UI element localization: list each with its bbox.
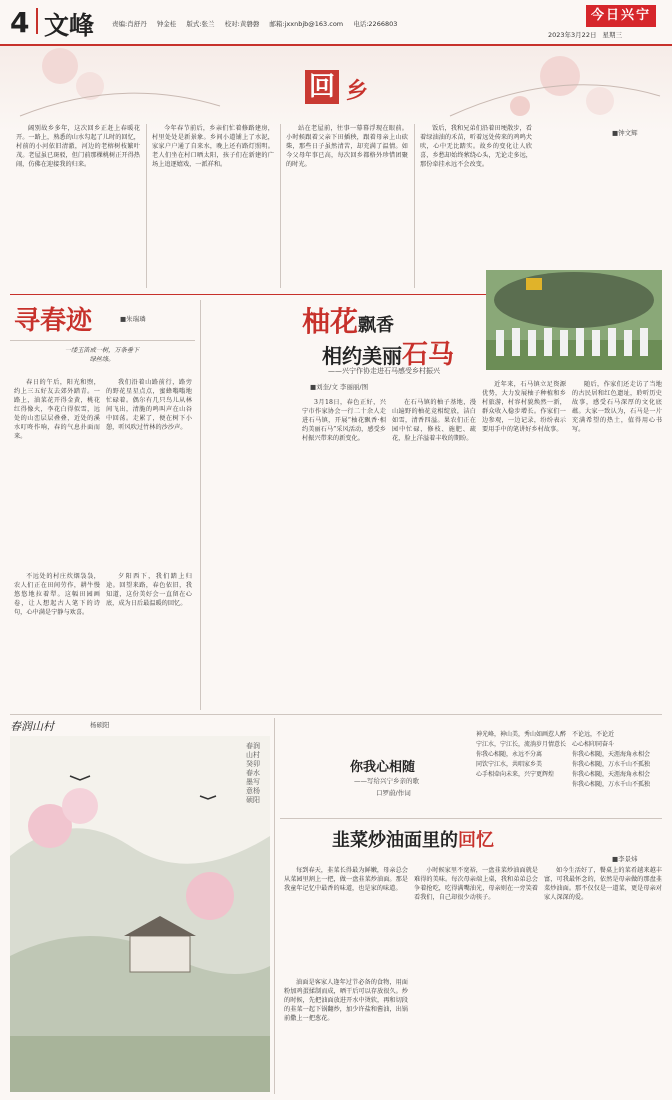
lyric-line: 你我心相随，万水千山不孤独 [572, 781, 651, 788]
hui-xiang-banner [0, 46, 672, 137]
lyric-line: 心手相牵向未来，兴宁更辉煌 [476, 771, 555, 778]
xun-paragraph-1: 春日的午后，阳光和煦，约上三五好友去郊外踏青。一路上，油菜花开得金黄，桃花红得像火，李花白得似雪，远处的山峦层层叠叠，近处的溪水叮咚作响，春的气息扑面而来。 [14, 379, 100, 440]
painting-caption: 春润山村 [10, 720, 54, 733]
hui-paragraph-4: 饭后，我和兄弟们沿着田埂散步，看着绿油油的禾苗，听着远处传来的鸡鸣犬吠，心中无比踏实。故乡的变化让人欣喜，乡愁却始终萦绕心头，无论走多远，那份牵挂永远不会改变。 [420, 125, 532, 168]
xun-author: ■朱瑞璘 [120, 315, 146, 323]
hui-paragraph-3: 站在老屋前，往事一幕幕浮现在眼前。小时候跟着父亲下田插秧，跟着母亲上山砍柴，那些日子虽然清苦，却充满了温情。如今父母年事已高，每次回乡都格外珍惜团聚的时光。 [286, 125, 408, 168]
youzi-paragraph-4: 随后，作家们还走访了当地的古民居和红色遗址，聆听历史故事，感受石马深厚的文化底蕴。大家一致认为，石马是一片充满希望的热土，值得用心书写。 [572, 381, 662, 433]
column-name: 文峰 [44, 11, 95, 40]
youzi-group-photo [486, 270, 662, 370]
column-divider [414, 124, 415, 288]
painting-house [130, 936, 190, 972]
xun-paragraph-4: 夕阳西下，我们踏上归途。回望来路，春色依旧，我知道，这份美好会一直留在心底，成为日后最温暖的回忆。 [106, 573, 192, 607]
hui-author: ■钟文辉 [612, 129, 638, 137]
section-divider [280, 818, 662, 819]
youzi-article [206, 300, 666, 710]
credit-editor-2: 钟金桂 [156, 20, 177, 28]
jiucai-title-part1: 韭菜炒油面里的 [332, 830, 458, 851]
hui-title-box: 回 [305, 70, 339, 104]
painting-inscription: 春润山村 癸卯春水墨写意杨硕阳 [246, 742, 260, 804]
credit-layout: 版式:张兰 [186, 20, 215, 28]
flower-blossom-1 [42, 48, 78, 84]
photo-flag [526, 278, 542, 290]
date-text: 2023年3月22日 [548, 31, 597, 39]
weekday-text: 星期三 [602, 31, 623, 39]
jiucai-paragraph-2: 油面是客家人逢年过节必备的食物，用面粉加鸡蛋揉制而成，晒干后可以存放很久。炒的时候，先把油面放进开水中烫软，再和切段的韭菜一起下锅翻炒，加少许盐和酱油，出锅前撒上一把葱花。 [284, 979, 408, 1022]
lyric-line: 你我心相随，永远不分离 [476, 751, 543, 758]
jiucai-article [280, 822, 666, 1094]
column-divider [274, 718, 275, 1094]
youzi-paragraph-2: 在石马镇的柚子基地，漫山遍野的柚花竞相绽放，洁白如雪，清香四溢。果农们正在园中忙碌，修枝、施肥、疏花，脸上洋溢着丰收的期盼。 [392, 399, 476, 442]
lyric-line: 心心相印同奋斗 [572, 741, 615, 748]
youzi-subtitle: ——兴宁作协走进石马感受乡村振兴 [328, 367, 440, 375]
song-lyrics-right [572, 730, 664, 790]
editor-credits [112, 19, 405, 28]
youzi-title-line2a: 相约美丽 [322, 344, 402, 368]
section-divider [10, 714, 662, 715]
jiucai-title-part2: 回忆 [458, 830, 494, 851]
xun-poem: 一缕玉笛成一树，万条垂下绿丝绦。 [64, 347, 140, 363]
xun-chun-ji-article [10, 300, 195, 710]
lyric-line: 神光峰，神山美，秀山如画惹人醉 [476, 731, 567, 738]
chun-run-painting [10, 718, 270, 1094]
song-lyrics-left [476, 730, 566, 780]
youzi-title-part2: 飘香 [358, 315, 395, 336]
page-number: 4 [10, 6, 30, 39]
jiucai-title [332, 826, 494, 852]
painting-blossom-2 [62, 788, 98, 824]
branch-left [20, 93, 220, 116]
photo-rock [494, 272, 654, 328]
xun-paragraph-2: 我们沿着山路前行，路旁的野花星星点点，蜜蜂嗡嗡地忙碌着。偶尔有几只鸟儿从林间飞出，清脆的鸣叫声在山谷中回荡。走累了，便在树下小憩，听风吹过竹林的沙沙声。 [106, 379, 192, 431]
masthead [0, 0, 672, 46]
ni-wo-song [280, 720, 666, 812]
issue-date [548, 30, 622, 39]
jiucai-author: ■李景炜 [612, 855, 638, 863]
credit-editor: 责编:肖舒丹 [112, 20, 147, 28]
youzi-paragraph-1: 3月18日，春色正好，兴宁市作家协会一行二十余人走进石马镇，开展“柚花飘香·相约美丽石马”采风活动，感受乡村振兴带来的新变化。 [302, 399, 386, 442]
xun-title: 寻春迹 [14, 306, 93, 336]
hui-title-char2: 乡 [346, 78, 369, 104]
flower-blossom-3 [540, 56, 580, 96]
painting-artist: 杨硕阳 [90, 721, 110, 729]
lyric-line: 你我心相随，天涯海角永相会 [572, 771, 651, 778]
column-divider [146, 124, 147, 288]
column-divider [200, 300, 201, 710]
painting-terraces [10, 1036, 270, 1092]
hui-paragraph-1: 阔别故乡多年，这次回乡正赶上春暖花开。一路上，熟悉的山水勾起了儿时的回忆，村前的小河依旧清澈，河边的老榕树枝繁叶茂。老屋虽已斑驳，但门前那棵桃树正开得热闹，仿佛在迎接我的归来。 [16, 125, 140, 168]
column-divider [280, 124, 281, 288]
credit-phone: 电话:2266803 [353, 20, 398, 28]
flower-blossom-5 [510, 96, 530, 116]
lyric-line: 同饮宁江水，共唱家乡美 [476, 761, 543, 768]
hui-paragraph-2: 今年春节前后，乡亲们忙着修路建房，村里处处是新景象。乡间小道铺上了水泥，家家户户通了自来水，晚上还有路灯照明。老人们坐在村口晒太阳，孩子们在新建的广场上追逐嬉戏，一派祥和。 [152, 125, 274, 168]
flower-blossom-4 [586, 87, 614, 115]
xun-title-rule [10, 340, 195, 341]
masthead-divider [36, 8, 38, 34]
song-title: 你我心相随 [350, 760, 416, 775]
flower-blossom-2 [76, 72, 104, 100]
jiucai-paragraph-3: 小时候家里不宽裕，一盘韭菜炒油面就是难得的美味。每次母亲端上桌，我和弟弟总会争着抢吃，吃得满嘴油光，母亲则在一旁笑着看我们，自己却很少动筷子。 [414, 867, 538, 901]
jiucai-paragraph-1: 每到春天，韭菜长得最为鲜嫩，母亲总会从菜园里割上一把，做一盘韭菜炒油面。那是我童年记忆中最香的味道，也是家的味道。 [284, 867, 408, 892]
youzi-paragraph-3: 近年来，石马镇立足资源优势，大力发展柚子种植和乡村旅游，村容村貌焕然一新，群众收入稳步增长。作家们一边参观，一边记录，纷纷表示要用手中的笔讲好乡村故事。 [482, 381, 566, 433]
painting-blossom-3 [186, 872, 234, 920]
song-subtitle: ——写给兴宁乡亲的歌 [354, 777, 419, 785]
jiucai-paragraph-4: 如今生活好了，餐桌上的菜肴越来越丰富，可我最怀念的，依然是母亲做的那盘韭菜炒油面。那不仅仅是一道菜，更是母亲对家人深深的爱。 [544, 867, 662, 901]
credit-proofread: 校对:黄磐磐 [224, 20, 260, 28]
lyric-line: 宁江水，宁江长，流淌岁月情意长 [476, 741, 567, 748]
newspaper-logo: 今日兴宁 [586, 5, 656, 27]
lyric-line: 你我心相随，万水千山不孤独 [572, 761, 651, 768]
youzi-title-part1: 柚花 [302, 305, 359, 338]
ink-painting [10, 736, 270, 1092]
xun-paragraph-3: 不远处的村庄炊烟袅袅，农人们正在田间劳作，耕牛慢悠悠地拉着犁。这幅田园画卷，让人想起古人笔下的诗句，心中满是宁静与欢喜。 [14, 573, 100, 616]
credit-email: 邮箱:jxxnbjb@163.com [269, 20, 344, 28]
song-author: 口罗蔚/作词 [376, 789, 411, 797]
youzi-authors: ■刘奎/文 李丽丽/图 [310, 383, 369, 391]
youzi-title-line2b: 石马 [402, 340, 455, 370]
lyric-line: 你我心相随，天涯海角永相会 [572, 751, 651, 758]
lyric-line: 不论远，不论近 [572, 731, 615, 738]
